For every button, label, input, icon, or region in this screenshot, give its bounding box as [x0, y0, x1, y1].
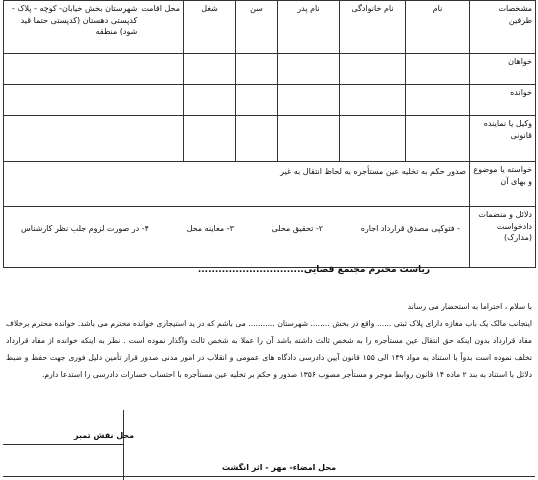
defendant-father-cell[interactable]: [278, 85, 340, 116]
header-address-label: محل اقامت: [141, 4, 180, 13]
lawyer-family-cell[interactable]: [340, 116, 406, 162]
table-header-row: [4, 1, 536, 54]
footer-divider: [123, 410, 124, 480]
plaintiff-row: [4, 54, 536, 85]
header-age: سن: [236, 1, 278, 54]
defendant-label: خوانده: [470, 85, 536, 116]
evidence-item-3: ۳- معاینه محل: [186, 224, 234, 233]
header-family: نام خانوادگی: [340, 1, 406, 54]
lawyer-name-cell[interactable]: [406, 116, 470, 162]
plaintiff-age-cell[interactable]: [236, 54, 278, 85]
parties-table: [3, 0, 536, 268]
evidence-item-2: ۲- تحقیق محلی: [271, 224, 324, 233]
header-address: [4, 1, 184, 54]
lawyer-address-cell[interactable]: [4, 116, 184, 162]
lawyer-row: [4, 116, 536, 162]
defendant-job-cell[interactable]: [184, 85, 236, 116]
petition-paragraph: اینجانب مالک یک باب مغازه دارای پلاک ثبتی ...... واقع در بخش ........ شهرستان ........... می باشم که در ید استیجاری خوانده محترم می باشد. خوانده محترم برخلاف مفاد قرارداد بدون اینکه حق انتقال عین مستأجره را به شخص ثالث داشته باشد آن را عملا به شخص ثالث واگذار نموده است . نظر به اینکه خوانده از مفاد قرارداد تخلف نموده است بدواً با استناد به مواد ۱۴۹ الی ۱۵۵ قانون آیین دادرسی دادگاه های عمومی و انقلاب در امور مدنی صدور قرار تأمین دلیل فوری جهت حفظ و ضبط دلائل با استناد به بند ۲ ماده ۱۴ قانون روابط موجر و مستأجر مصوب ۱۳۵۶ صدور و حکم بر تخلیه عین مستأجره با احتساب خسارات دادرسی را استدعا دارم.: [6, 319, 532, 379]
stamp-underline: [3, 444, 123, 445]
evidence-label: دلائل و منضمات دادخواست (مدارک): [470, 207, 536, 268]
defendant-age-cell[interactable]: [236, 85, 278, 116]
request-value[interactable]: صدور حکم به تخلیه عین مستأجره به لحاظ انتقال به غیر: [4, 162, 470, 207]
petition-body[interactable]: [6, 298, 532, 383]
lawyer-father-cell[interactable]: [278, 116, 340, 162]
petition-title: ریاست محترم مجتمع قضایی...............................: [197, 265, 430, 275]
plaintiff-address-cell[interactable]: [4, 54, 184, 85]
request-label: خواسته یا موضوع و بهای آن: [470, 162, 536, 207]
lawyer-job-cell[interactable]: [184, 116, 236, 162]
plaintiff-family-cell[interactable]: [340, 54, 406, 85]
header-job: شغل: [184, 1, 236, 54]
lawyer-label: وکیل یا نماینده قانونی: [470, 116, 536, 162]
evidence-item-1: - فتوکپی مصدق قرارداد اجاره: [360, 224, 460, 233]
evidence-list[interactable]: [4, 207, 470, 268]
header-parties: مشخصات طرفین: [470, 1, 536, 54]
evidence-row: [4, 207, 536, 268]
defendant-family-cell[interactable]: [340, 85, 406, 116]
header-name: نام: [406, 1, 470, 54]
header-address-detail: شهرستان بخش خیابان- کوچه - پلاک - کدپستی دهستان (کدپستی حتما قید شود) منطقه: [11, 4, 138, 37]
stamp-label: محل نقش تمبر: [74, 431, 135, 440]
defendant-name-cell[interactable]: [406, 85, 470, 116]
plaintiff-name-cell[interactable]: [406, 54, 470, 85]
bottom-border: [3, 476, 535, 477]
plaintiff-job-cell[interactable]: [184, 54, 236, 85]
header-father: نام پدر: [278, 1, 340, 54]
defendant-address-cell[interactable]: [4, 85, 184, 116]
signature-label: محل امضاء- مهر - اثر انگشت: [222, 463, 337, 472]
defendant-row: [4, 85, 536, 116]
request-row: [4, 162, 536, 207]
plaintiff-label: خواهان: [470, 54, 536, 85]
plaintiff-father-cell[interactable]: [278, 54, 340, 85]
petition-greeting: با سلام ، احتراما به استحضار می رساند: [407, 302, 532, 311]
lawyer-age-cell[interactable]: [236, 116, 278, 162]
evidence-item-4: ۴- در صورت لزوم جلب نظر کارشناس: [21, 224, 149, 233]
